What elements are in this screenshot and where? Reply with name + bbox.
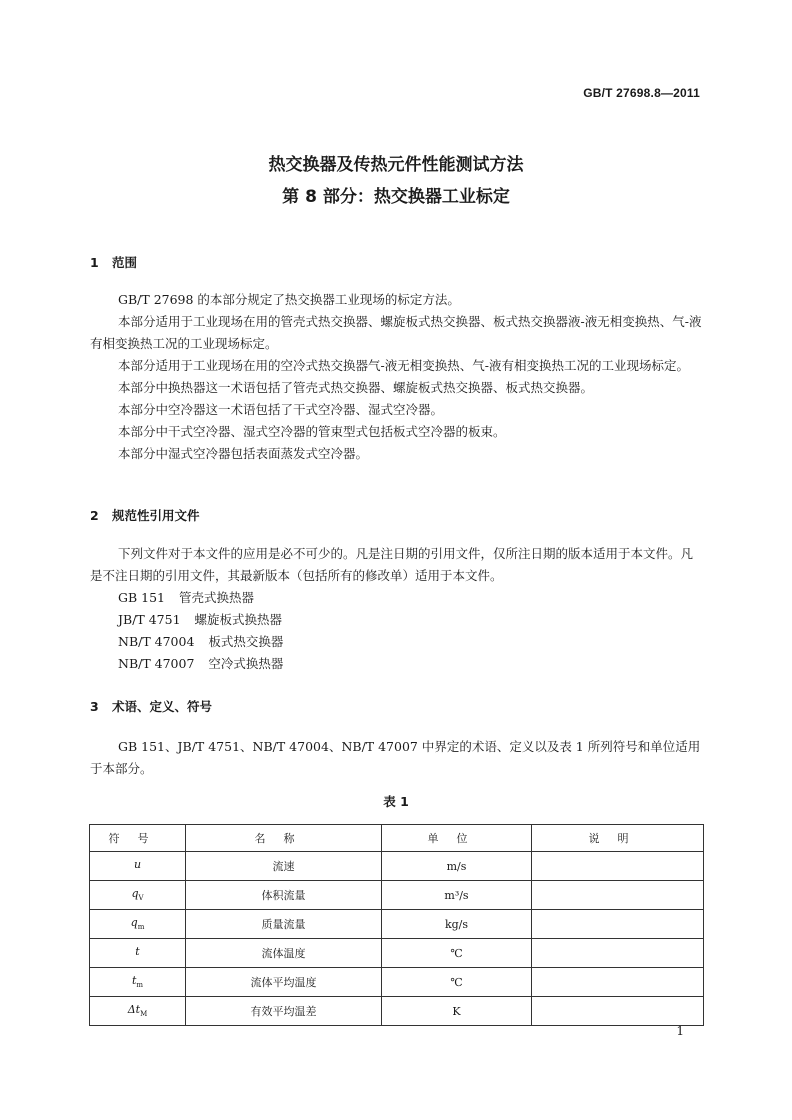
unit-cell: ℃ [382,968,532,997]
section-2-body [90,543,702,587]
symbol-subscript: m [136,981,144,990]
section-1-heading [90,253,137,271]
paragraph: 本部分中干式空冷器、湿式空冷器的管束型式包括板式空冷器的板束。 [118,424,506,439]
reference-title: 空冷式换热器 [208,656,284,671]
unit-cell: K [382,997,532,1026]
section-3-heading [90,697,212,715]
table-row [90,910,704,939]
note-cell [532,939,704,968]
symbol-subscript: M [140,1010,148,1019]
column-header: 单位 [382,825,532,852]
symbol: q [131,887,139,901]
symbol-cell [90,939,186,968]
section-number: 3 [90,699,99,714]
table-header-row [90,825,704,852]
reference-item [118,587,283,609]
symbol-subscript: V [138,894,144,903]
name-cell: 流体温度 [186,939,382,968]
note-cell [532,968,704,997]
symbol: q [130,916,138,930]
reference-title: 螺旋板式换热器 [194,612,283,627]
note-cell [532,997,704,1026]
unit-cell: m/s [382,852,532,881]
section-title: 规范性引用文件 [112,508,200,523]
section-1-body [90,289,702,465]
unit-cell: kg/s [382,910,532,939]
paragraph: 本部分中空冷器这一术语包括了干式空冷器、湿式空冷器。 [118,402,444,417]
table-caption: 表 1 [383,794,409,809]
name-cell: 体积流量 [186,881,382,910]
symbol-cell [90,881,186,910]
paragraph: 下列文件对于本文件的应用是必不可少的。凡是注日期的引用文件，仅所注日期的版本适用于本文件。凡是不注日期的引用文件，其最新版本（包括所有的修改单）适用于本文件。 [90,546,694,583]
paragraph: GB 151、JB/T 4751、NB/T 47004、NB/T 47007 中界定的术语、定义以及表 1 所列符号和单位适用于本部分。 [90,739,701,776]
standard-code: GB/T 27698.8—2011 [583,86,700,100]
section-2-heading [90,506,200,524]
paragraph: 本部分适用于工业现场在用的空冷式热交换器气-液无相变换热、气-液有相变换热工况的工业现场标定。 [118,358,689,373]
section-number: 1 [90,255,99,270]
reference-item [118,609,283,631]
symbol: Δt [127,1003,141,1017]
reference-code: GB 151 [118,590,166,605]
note-cell [532,852,704,881]
normative-references-list [118,587,283,675]
note-cell [532,881,704,910]
symbol: u [133,858,142,872]
section-number: 2 [90,508,99,523]
reference-title: 板式热交换器 [208,634,284,649]
document-subtitle: 第 8 部分：热交换器工业标定 [282,187,510,207]
symbol: t [135,945,140,959]
name-cell: 流速 [186,852,382,881]
reference-item [118,653,283,675]
reference-code: NB/T 47007 [118,656,195,671]
paragraph: 本部分适用于工业现场在用的管壳式热交换器、螺旋板式热交换器、板式热交换器液-液无相变换热、气-液有相变换热工况的工业现场标定。 [90,314,702,351]
reference-title: 管壳式换热器 [179,590,255,605]
paragraph: GB/T 27698 的本部分规定了热交换器工业现场的标定方法。 [118,292,460,307]
unit-cell: ℃ [382,939,532,968]
reference-item [118,631,283,653]
reference-code: JB/T 4751 [118,612,181,627]
symbols-table [89,824,704,1026]
table-row [90,881,704,910]
symbol-subscript: m [137,923,145,932]
table-row [90,997,704,1026]
symbol-cell [90,968,186,997]
symbol-cell [90,997,186,1026]
page-number: 1 [676,1024,684,1038]
unit-cell: m³/s [382,881,532,910]
name-cell: 质量流量 [186,910,382,939]
column-header: 符号 [90,825,186,852]
section-3-body [90,736,702,780]
table-row [90,852,704,881]
symbol: t [131,974,137,988]
document-title: 热交换器及传热元件性能测试方法 [268,155,524,175]
paragraph: 本部分中湿式空冷器包括表面蒸发式空冷器。 [118,446,369,461]
column-header: 说明 [532,825,704,852]
note-cell [532,910,704,939]
reference-code: NB/T 47004 [118,634,195,649]
column-header: 名称 [186,825,382,852]
table-row [90,939,704,968]
name-cell: 流体平均温度 [186,968,382,997]
paragraph: 本部分中换热器这一术语包括了管壳式热交换器、螺旋板式热交换器、板式热交换器。 [118,380,594,395]
name-cell: 有效平均温差 [186,997,382,1026]
table-row [90,968,704,997]
symbol-cell [90,852,186,881]
section-title: 范围 [112,255,138,270]
symbol-cell [90,910,186,939]
section-title: 术语、定义、符号 [112,699,213,714]
